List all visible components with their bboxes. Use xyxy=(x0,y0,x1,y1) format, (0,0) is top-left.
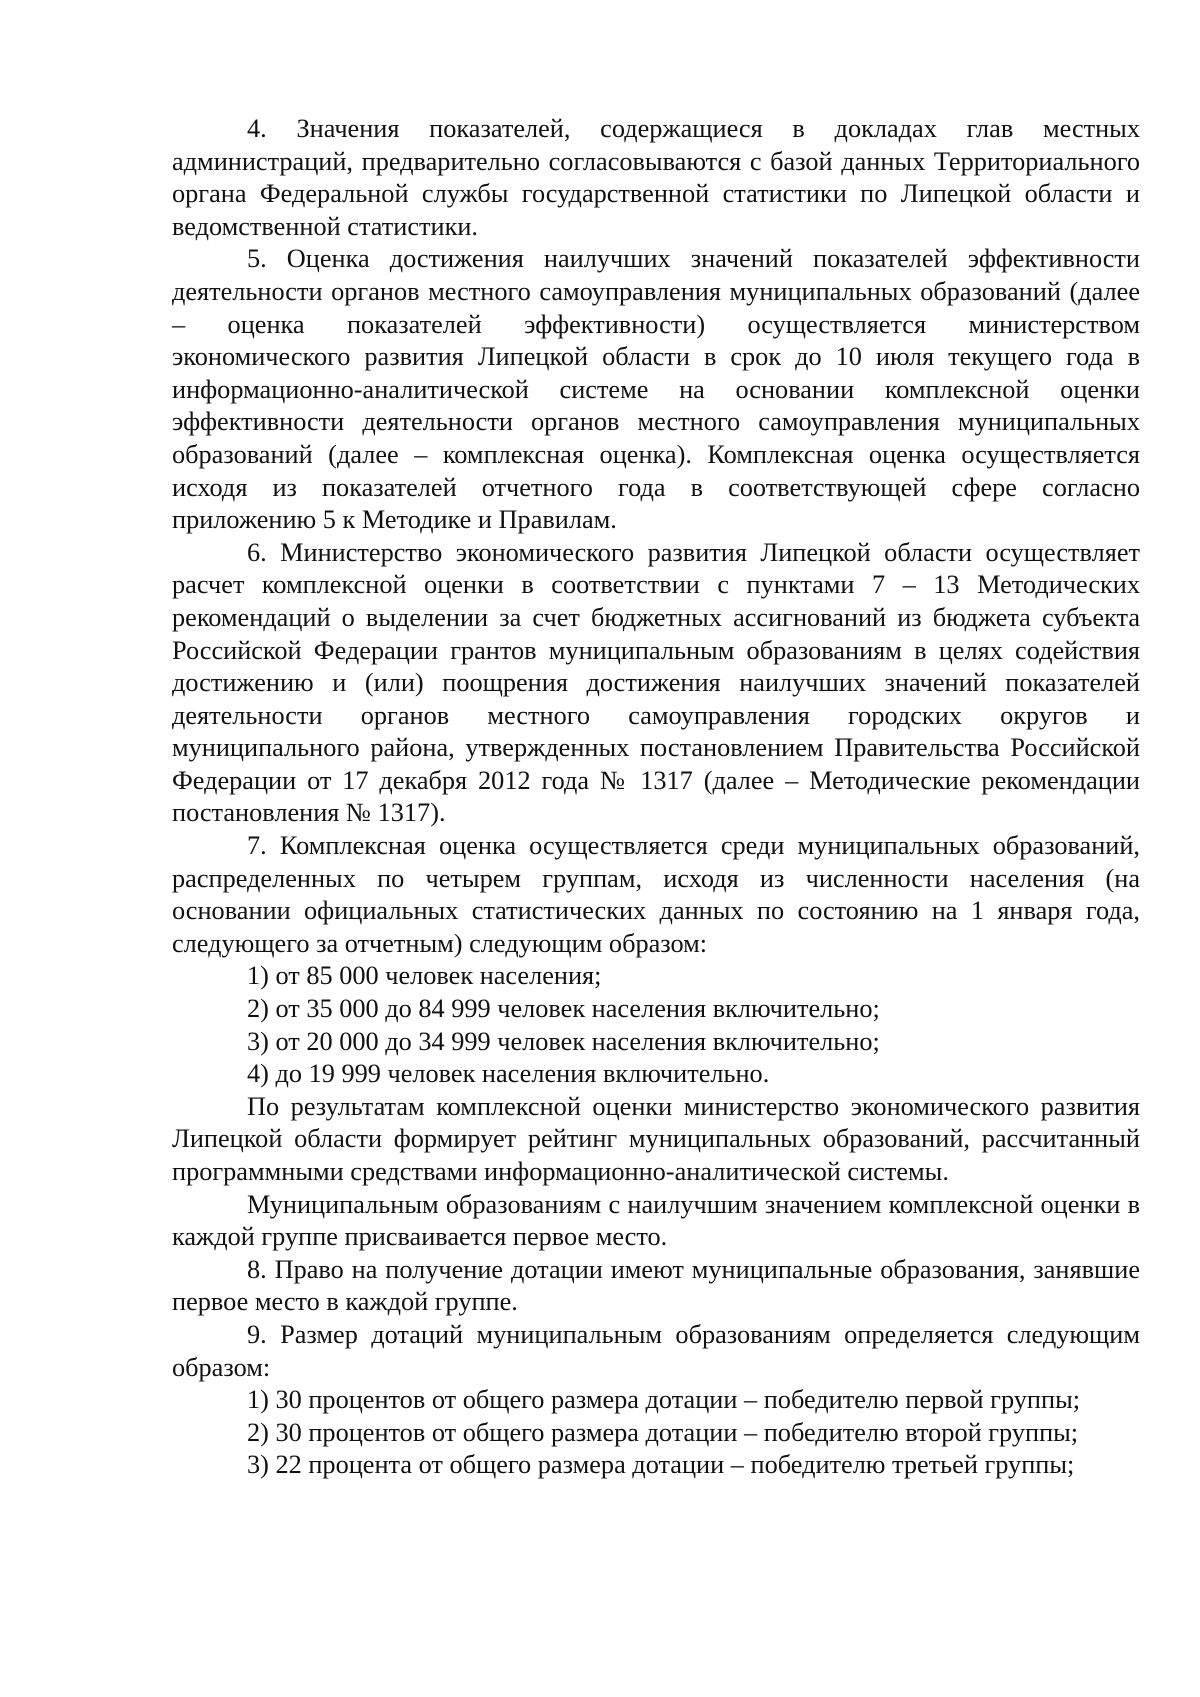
paragraph-rating: По результатам комплексной оценки министерство экономического развития Липецкой области формирует рейтинг муниципальных образований, рассчитанный программными средствами информационно-аналитической системы. xyxy=(172,1091,1140,1186)
paragraph-8: 8. Право на получение дотации имеют муниципальные образования, занявшие первое место в каждой группе. xyxy=(172,1254,1140,1317)
list-item-group-4: 4) до 19 999 человек населения включительно. xyxy=(247,1059,770,1089)
list-item-share-1: 1) 30 процентов от общего размера дотации – победителю первой группы; xyxy=(247,1385,1081,1415)
paragraph-5: 5. Оценка достижения наилучших значений показателей эффективности деятельности органов местного самоуправления муниципальных образований (далее – оценка показателей эффективности) осуществляется министерством экономического развития Липецкой области в срок до 10 июля текущего года в информационно-аналитической системе на основании комплексной оценки эффективности деятельности органов местного самоуправления муниципальных образований (далее – комплексная оценка). Комплексная оценка осуществляется исходя из показателей отчетного года в соответствующей сфере согласно приложению 5 к Методике и Правилам. xyxy=(172,244,1140,535)
document-body xyxy=(172,113,1140,1482)
list-item-group-1: 1) от 85 000 человек населения; xyxy=(247,961,602,991)
paragraph-7: 7. Комплексная оценка осуществляется среди муниципальных образований, распределенных по четырем группам, исходя из численности населения (на основании официальных статистических данных по состоянию на 1 января года, следующего за отчетным) следующим образом: xyxy=(172,831,1140,958)
paragraph-9: 9. Размер дотаций муниципальным образованиям определяется следующим образом: xyxy=(172,1319,1140,1382)
list-item-share-3: 3) 22 процента от общего размера дотации – победителю третьей группы; xyxy=(247,1450,1075,1480)
list-item-share-2: 2) 30 процентов от общего размера дотации – победителю второй группы; xyxy=(247,1417,1079,1447)
paragraph-6: 6. Министерство экономического развития Липецкой области осуществляет расчет комплексной оценки в соответствии с пунктами 7 – 13 Методических рекомендаций о выделении за счет бюджетных ассигнований из бюджета субъекта Российской Федерации грантов муниципальным образованиям в целях содействия достижению и (или) поощрения достижения наилучших значений показателей деятельности органов местного самоуправления городских округов и муниципального района, утвержденных постановлением Правительства Российской Федерации от 17 декабря 2012 года № 1317 (далее – Методические рекомендации постановления № 1317). xyxy=(172,537,1140,828)
paragraph-first-place: Муниципальным образованиям с наилучшим значением комплексной оценки в каждой группе присваивается первое место. xyxy=(172,1189,1140,1252)
paragraph-4: 4. Значения показателей, содержащиеся в докладах глав местных администраций, предварительно согласовываются с базой данных Территориального органа Федеральной службы государственной статистики по Липецкой области и ведомственной статистики. xyxy=(172,114,1140,241)
list-item-group-3: 3) от 20 000 до 34 999 человек населения включительно; xyxy=(247,1026,880,1056)
list-item-group-2: 2) от 35 000 до 84 999 человек населения включительно; xyxy=(247,994,880,1024)
